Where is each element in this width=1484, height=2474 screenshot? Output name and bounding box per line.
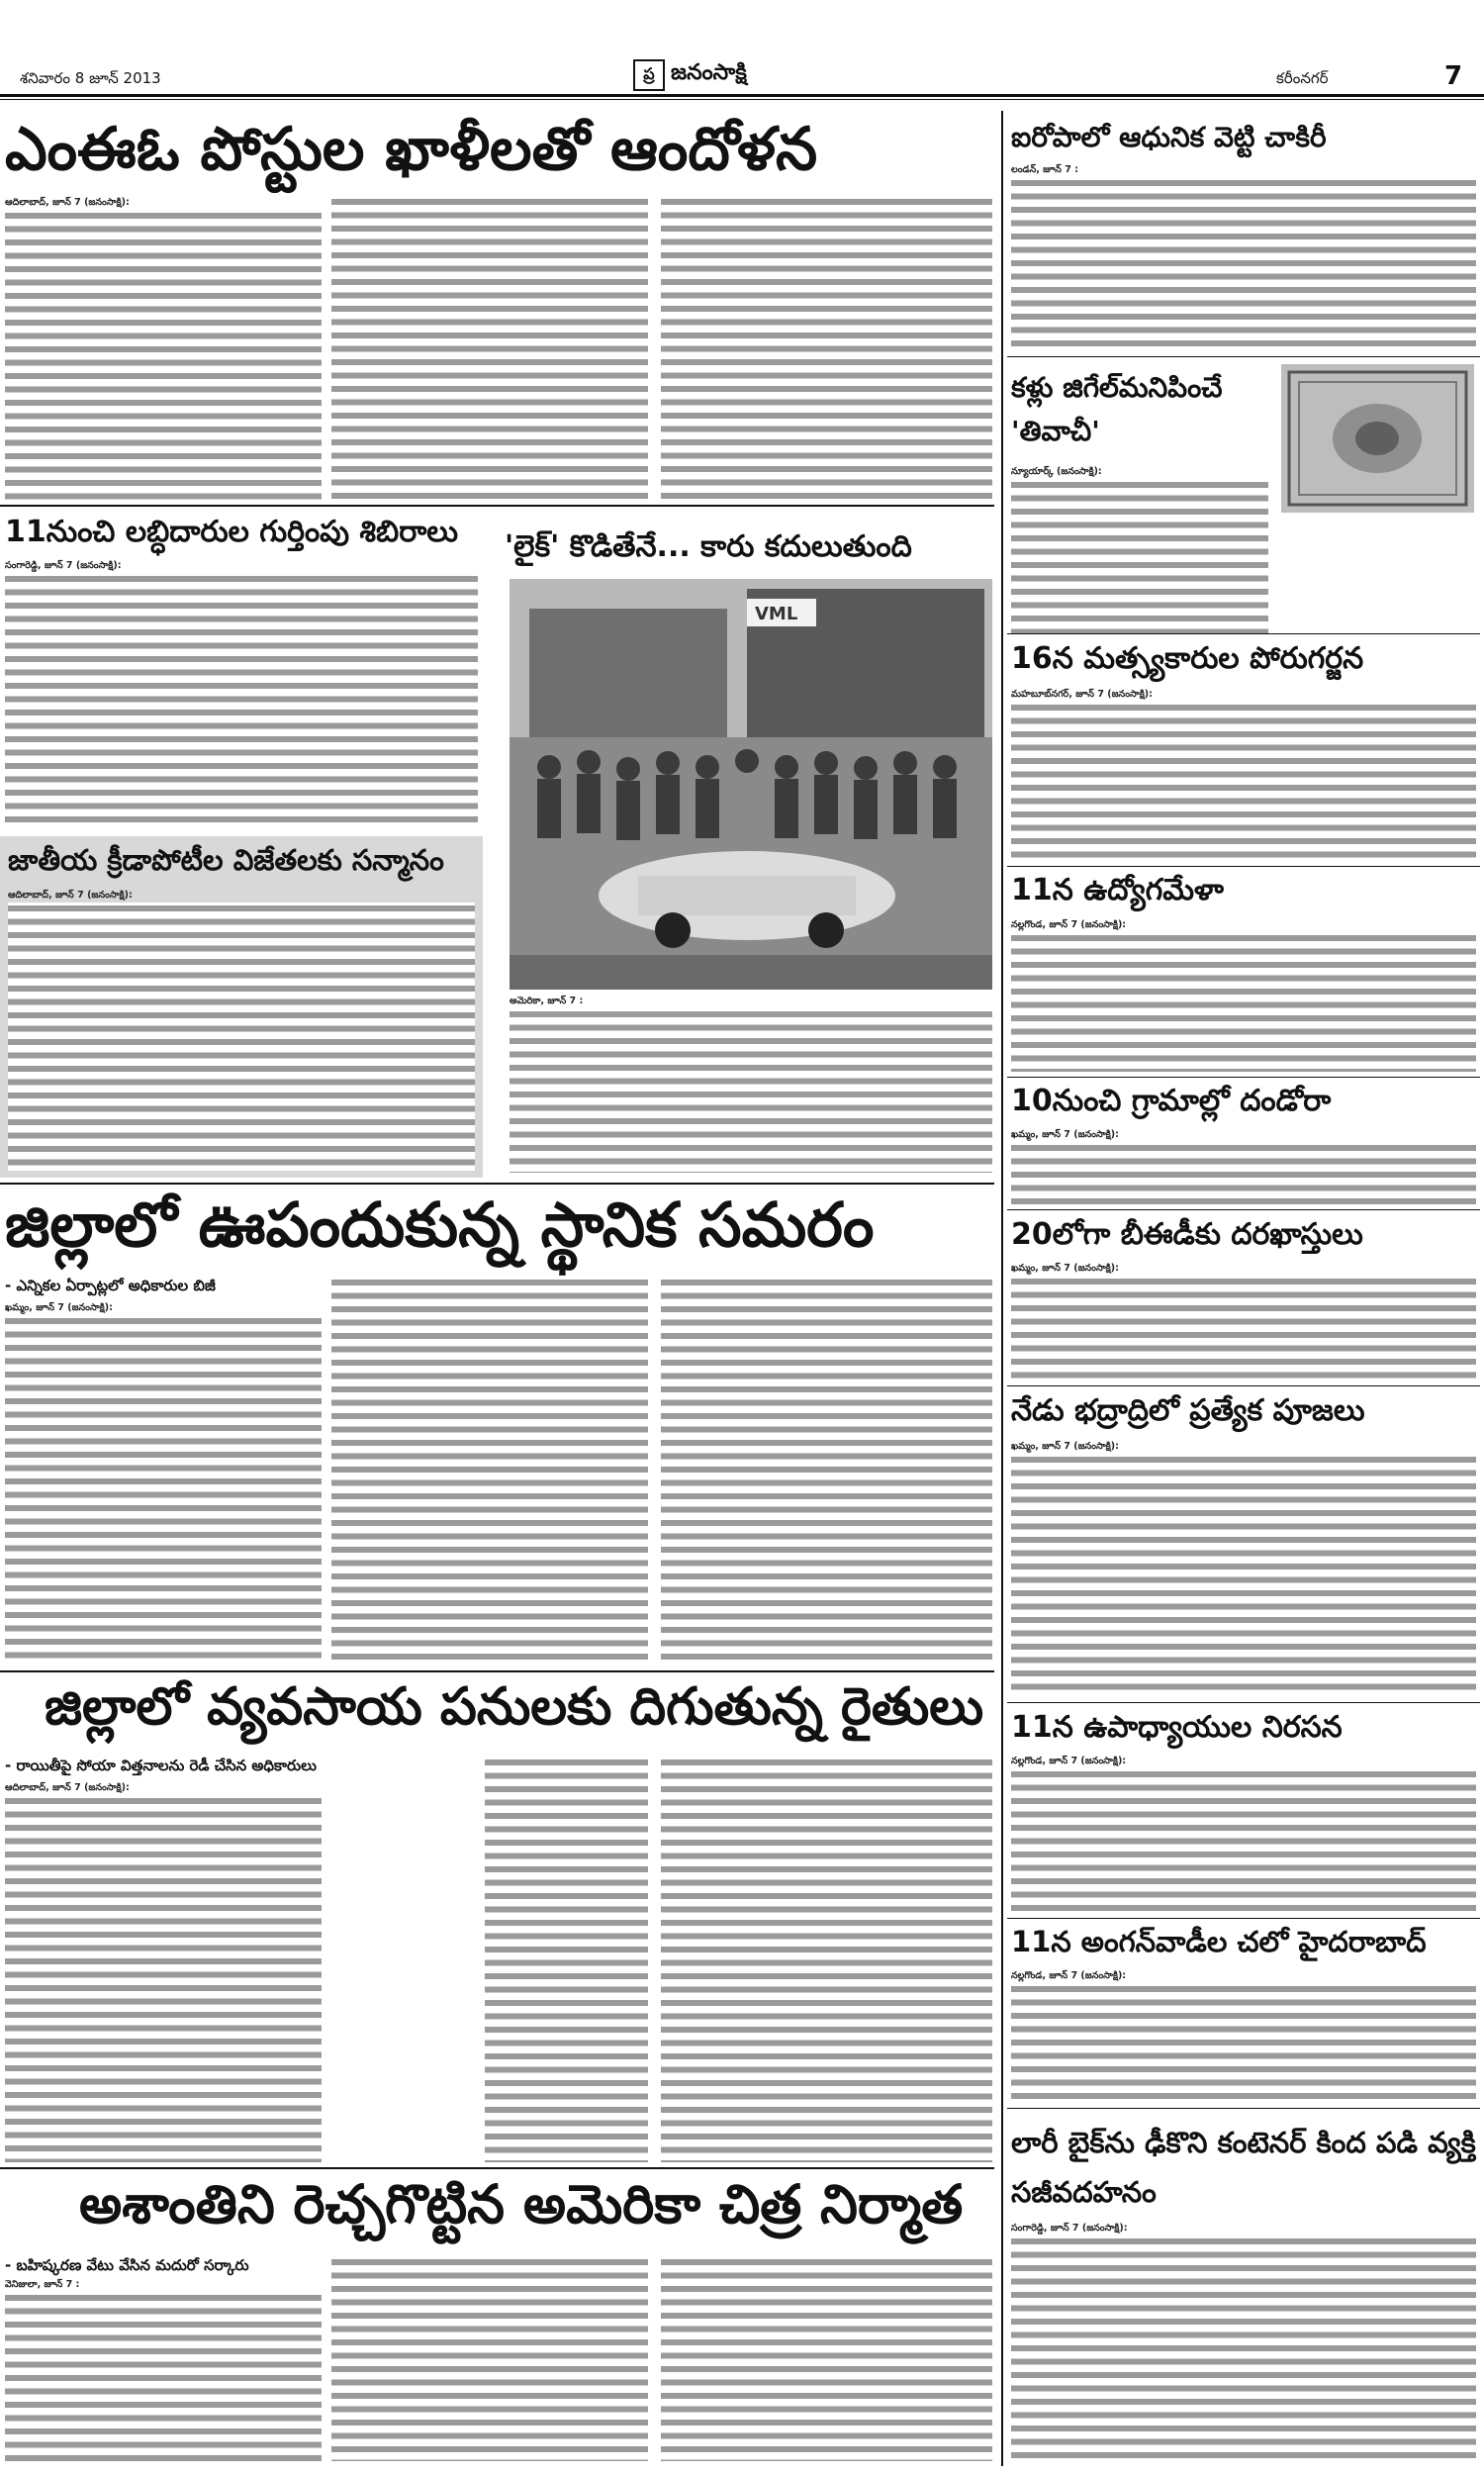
text-block: [5, 573, 478, 827]
dateline: ఆదిలాబాద్, జూన్ 7 (జనంసాక్షి):: [8, 890, 133, 901]
text-block: [1011, 2236, 1476, 2462]
text-block: [1011, 702, 1476, 862]
section-rule: [1007, 1077, 1480, 1078]
dateline: నల్లగొండ, జూన్ 7 (జనంసాక్షి):: [1011, 1970, 1127, 1981]
story-film-col1: [5, 2278, 322, 2461]
column-divider: [1001, 111, 1003, 2466]
carpet-photo: [1281, 364, 1474, 513]
dateline: నల్లగొండ, జూన్ 7 (జనంసాక్షి):: [1011, 919, 1127, 930]
masthead: [0, 0, 1484, 99]
section-rule: [1007, 866, 1480, 867]
dateline: ఖమ్మం, జూన్ 7 (జనంసాక్షి):: [1011, 1263, 1119, 1274]
story-europe-text: [1011, 163, 1476, 351]
text-block: [1011, 932, 1476, 1073]
dateline: ఖమ్మం, జూన్ 7 (జనంసాక్షి):: [5, 1302, 113, 1313]
top-rule: [0, 94, 1484, 97]
story-like-car-text: [510, 995, 992, 1173]
headline-carpet: కళ్లు జిగేల్‌మనిపించే 'తివాచీ': [1011, 371, 1223, 447]
dateline: నల్లగొండ, జూన్ 7 (జనంసాక్షి):: [1011, 1756, 1127, 1766]
dateline: ఖమ్మం, జూన్ 7 (జనంసాక్షి):: [1011, 1129, 1119, 1140]
logo-icon: ప్ర: [633, 59, 665, 91]
dateline: లండన్, జూన్ 7 :: [1011, 164, 1079, 175]
text-block: [331, 2256, 648, 2461]
dateline: ఆదిలాబాద్, జూన్ 7 (జనంసాక్షి):: [5, 197, 130, 208]
dateline: సంగారెడ్డి, జూన్ 7 (జనంసాక్షి):: [1011, 2223, 1128, 2234]
headline-dandora: 10నుంచి గ్రామాల్లో దండోరా: [1011, 1084, 1332, 1118]
dateline: సంగారెడ్డి, జూన్ 7 (జనంసాక్షి):: [5, 560, 122, 571]
subhead-agriculture: - రాయితీపై సోయా విత్తనాలను రెడీ చేసిన అధికారులు: [5, 1757, 317, 1774]
section-rule: [0, 1183, 994, 1185]
story-meo-col1: [5, 196, 322, 503]
story-film-col2: [331, 2256, 648, 2461]
page-number: 7: [1444, 61, 1463, 91]
story-job-mela-text: [1011, 918, 1476, 1072]
story-camps-text: [5, 559, 478, 826]
text-block: [510, 1008, 992, 1174]
story-election-col3: [661, 1277, 992, 1663]
headline-europe-jobs: ఐరోపాలో ఆధునిక వెట్టి చాకిరీ: [1011, 121, 1327, 153]
story-sports-text: [8, 889, 475, 1171]
dateline: న్యూయార్క్ (జనంసాక్షి):: [1011, 466, 1102, 477]
issue-date: శనివారం 8 జూన్ 2013: [20, 69, 161, 87]
headline-lorry-accident: లారీ బైక్‌ను ఢీకొని కంటెనర్ కింద పడి వ్యక్తి సజీవదహనం: [1011, 2126, 1476, 2209]
section-rule: [0, 505, 994, 507]
section-rule: [1007, 1918, 1480, 1919]
text-block: [5, 210, 322, 504]
story-anganwadi-text: [1011, 1969, 1476, 2103]
story-agri-col3: [661, 1757, 992, 2162]
newspaper-logo: [633, 59, 747, 91]
text-block: [661, 1757, 992, 2162]
top-rule-thin: [0, 99, 1484, 100]
section-rule: [1007, 1385, 1480, 1386]
headline-agriculture: జిల్లాలో వ్యవసాయ పనులకు దిగుతున్న రైతులు: [45, 1677, 984, 1737]
text-block: [1011, 1142, 1476, 1208]
headline-teachers-protest: 11న ఉపాధ్యాయుల నిరసన: [1011, 1710, 1343, 1745]
subhead-film-maker: - బహిష్కరణ వేటు వేసిన మదురో సర్కారు: [5, 2256, 249, 2274]
section-rule: [1007, 356, 1480, 357]
text-block: [1011, 1768, 1476, 1914]
dateline: అమెరికా, జూన్ 7 :: [510, 996, 584, 1006]
story-agri-col2: [485, 1757, 648, 2162]
section-rule: [1007, 2108, 1480, 2109]
text-block: [1011, 1983, 1476, 2104]
section-rule: [1007, 633, 1480, 634]
section-rule: [0, 2167, 994, 2169]
section-rule: [0, 1670, 994, 1672]
carpet-illustration: [1281, 364, 1474, 513]
text-block: [1011, 1276, 1476, 1381]
story-meo-col3: [661, 196, 992, 503]
section-rule: [1007, 1209, 1480, 1210]
headline-anganwadi: 11న అంగన్‌వాడీల చలో హైదరాబాద్: [1011, 1925, 1427, 1958]
story-election-col2: [331, 1277, 648, 1663]
text-block: [8, 903, 475, 1172]
text-block: [661, 1277, 992, 1663]
story-election-col1: [5, 1301, 322, 1663]
logo-text: జనంసాక్షి: [671, 60, 747, 85]
photo-illustration: [510, 579, 992, 990]
text-block: [1011, 1454, 1476, 1698]
dateline: ఖమ్మం, జూన్ 7 (జనంసాక్షి):: [1011, 1441, 1119, 1452]
headline-job-mela: 11న ఉద్యోగమేళా: [1011, 873, 1224, 907]
story-bhadradri-text: [1011, 1440, 1476, 1697]
headline-bed-applications: 20లోగా బీఈడీకు దరఖాస్తులు: [1011, 1217, 1363, 1252]
headline-bhadradri: నేడు భద్రాద్రిలో ప్రత్యేక పూజలు: [1011, 1393, 1365, 1428]
text-block: [331, 196, 648, 503]
text-block: [661, 196, 992, 503]
text-block: [1011, 177, 1476, 352]
photo-sign-text: VML: [755, 604, 798, 624]
headline-like-car: 'లైక్' కొడితేనే... కారు కదులుతుంది: [505, 529, 912, 564]
story-teachers-text: [1011, 1755, 1476, 1913]
text-block: [331, 1277, 648, 1663]
subhead-local-election: - ఎన్నికల ఏర్పాట్లలో అధికారుల బిజీ: [5, 1277, 216, 1294]
story-carpet-text: [1011, 465, 1268, 633]
headline-beneficiary-camps: 11నుంచి లబ్ధిదారుల గుర్తింపు శిబిరాలు: [5, 515, 458, 549]
text-block: [485, 1757, 648, 2162]
story-dandora-text: [1011, 1128, 1476, 1207]
dateline: ఆదిలాబాద్, జూన్ 7 (జనంసాక్షి):: [5, 1782, 130, 1793]
edition-name: కరీంనగర్: [1276, 69, 1329, 87]
text-block: [5, 1795, 322, 2163]
story-bed-text: [1011, 1262, 1476, 1380]
text-block: [5, 1315, 322, 1664]
group-photo: [510, 579, 992, 990]
dateline: మహబూబ్‌నగర్, జూన్ 7 (జనంసాక్షి):: [1011, 689, 1153, 700]
headline-meo-posts: ఎంఈఓ పోస్టుల ఖాళీలతో ఆందోళన: [5, 115, 818, 184]
story-fishermen-text: [1011, 688, 1476, 861]
story-film-col3: [661, 2256, 992, 2461]
text-block: [661, 2256, 992, 2461]
story-lorry-text: [1011, 2222, 1476, 2461]
headline-local-election: జిల్లాలో ఊపందుకున్న స్థానిక సమరం: [5, 1189, 875, 1261]
text-block: [5, 2292, 322, 2462]
headline-fishermen: 16న మత్స్యకారుల పోరుగర్జన: [1011, 641, 1364, 676]
dateline: వెనిజులా, జూన్ 7 :: [5, 2279, 80, 2290]
story-meo-col2: [331, 196, 648, 503]
headline-national-sports: జాతీయ క్రీడాపోటీల విజేతలకు సన్మానం: [8, 843, 444, 877]
section-rule: [1007, 1702, 1480, 1703]
story-agri-col1: [5, 1781, 322, 2162]
text-block: [1011, 479, 1268, 634]
headline-film-maker: అశాంతిని రెచ్చగొట్టిన అమెరికా చిత్ర నిర్మాత: [79, 2173, 964, 2236]
